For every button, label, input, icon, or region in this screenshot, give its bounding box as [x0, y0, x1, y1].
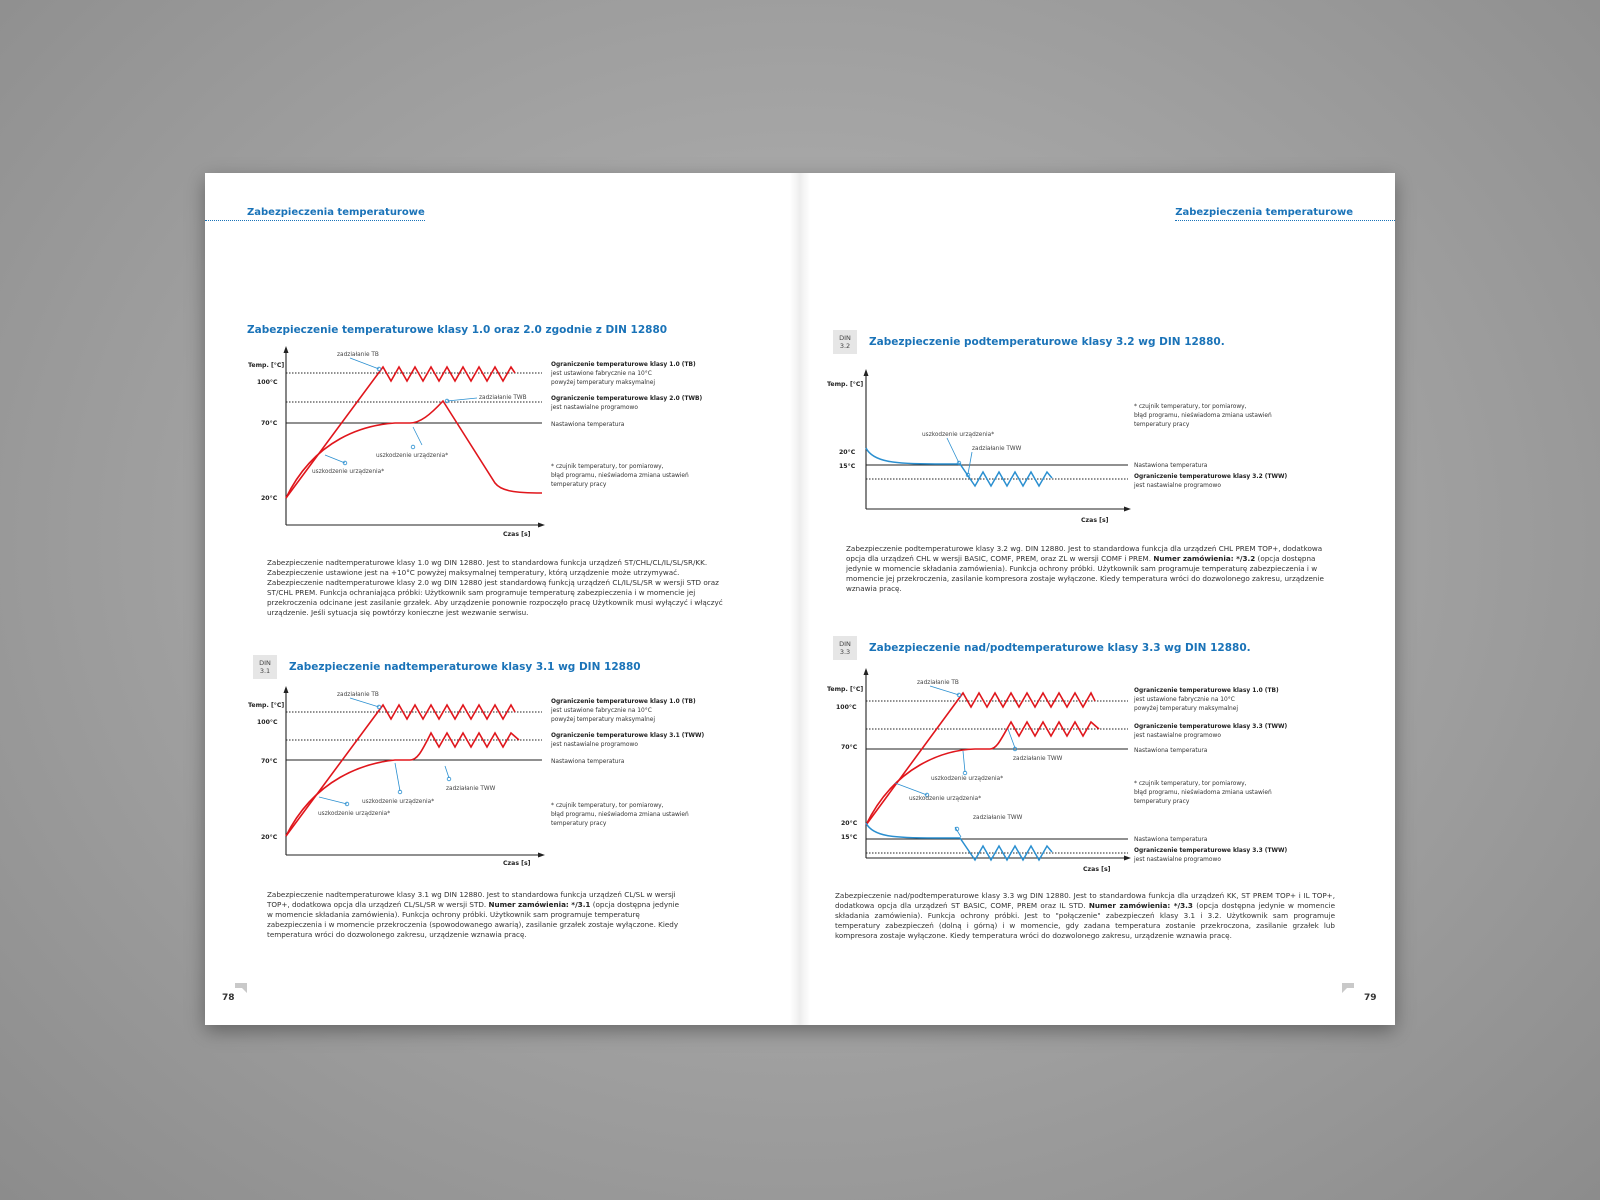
tick-label: 20°C — [841, 820, 858, 827]
y-axis-arrow — [284, 686, 289, 693]
annotation: zadziałanie TWW — [446, 786, 496, 792]
legend-text: Nastawiona temperatura — [1134, 837, 1208, 843]
para-text: (opcja dostępna jedynie w momencie składania zamówienia). Funkcja ochrony próbki. Użytkownik sam programuje temperaturę zabezpieczenia i w momencie przekroczenia (spowodowanego awarią), zasilanie grzałek zostaje wyłączone. Kiedy temperatura wróci do dozwolonego zakresu, urządzenie wznawia pracę. — [267, 900, 680, 939]
legend-text: powyżej temperatury maksymalnej — [1134, 706, 1239, 712]
annotation: uszkodzenie urządzenia* — [312, 469, 385, 475]
y-axis-arrow — [864, 668, 869, 675]
footnote: błąd programu, nieświadoma zmiana ustawień — [551, 812, 689, 818]
tick-label: 20°C — [261, 495, 278, 502]
tick-label: 100°C — [257, 379, 278, 386]
page-number: 78 — [222, 993, 235, 1003]
temp-curve-failure-tww — [286, 733, 519, 836]
legend-bold: Ograniczenie temperaturowe klasy 3.3 (TWW) — [1134, 848, 1288, 854]
x-axis-label: Czas [s] — [1083, 866, 1111, 873]
section-title: Zabezpieczenie nadtemperaturowe klasy 3.1 wg DIN 12880 — [289, 661, 641, 673]
temp-curve-failure — [866, 448, 1052, 486]
legend-text: powyżej temperatury maksymalnej — [551, 380, 656, 386]
legend-bold: Ograniczenie temperaturowe klasy 3.2 (TWW) — [1134, 474, 1288, 480]
y-axis-arrow — [864, 369, 869, 376]
annotation-leader — [350, 698, 379, 707]
annotation-leader — [325, 455, 345, 463]
order-number: Numer zamówienia: */3.3 — [1088, 901, 1193, 910]
badge-top: DIN — [839, 640, 851, 648]
annotation-leader — [445, 766, 449, 778]
annotation: uszkodzenie urządzenia* — [922, 432, 995, 438]
annotation: zadziałanie TWW — [972, 446, 1022, 452]
annotation-leader — [968, 452, 972, 474]
temp-curve-failure-twb — [286, 401, 542, 498]
badge-bottom: 3.2 — [839, 342, 851, 350]
legend-text: jest ustawione fabrycznie na 10°C — [551, 708, 652, 714]
legend-bold: Ograniczenie temperaturowe klasy 2.0 (TWB) — [551, 396, 703, 402]
tick-label: 100°C — [257, 719, 278, 726]
annotation-leader — [319, 797, 347, 804]
legend-text: jest ustawione fabrycznie na 10°C — [1134, 697, 1235, 703]
y-axis-label: Temp. [°C] — [248, 702, 285, 709]
annotation: zadziałanie TB — [337, 692, 379, 698]
tick-label: 20°C — [839, 449, 856, 456]
body-paragraph: Zabezpieczenie nadtemperaturowe klasy 1.0 wg DIN 12880. Jest to standardowa funkcja urządzeń ST/CHL/CL/IL/SL/SR/KK. Zabezpieczenie ustawione jest na +10°C powyżej maksymalnej temperatury, którą urządzenie może utrzymywać. Zabezpieczenie nadtemperaturowe klasy 2.0 wg DIN 12880 jest standardową funkcją urządzeń CL/IL/SL/SR w wersji STD oraz ST/CHL PREM. Funkcja ochraniająca próbki: Użytkownik sam programuje temperaturę zabezpieczenia i w momencie jej przekroczenia odcinane jest zasilanie grzałek. Aby urządzenie ponownie rozpoczęło pracę Użytkownik musi wyłączyć i włączyć urządzenie. Jeśli sytuacja się powtórzy konieczne jest wezwanie serwisu. — [267, 558, 723, 617]
y-axis-label: Temp. [°C] — [827, 381, 864, 388]
annotation: zadziałanie TWB — [479, 395, 527, 401]
tick-label: 15°C — [839, 463, 856, 470]
annotation: zadziałanie TB — [917, 680, 959, 686]
din-badge — [833, 636, 857, 660]
annotation: uszkodzenie urządzenia* — [362, 799, 435, 805]
tick-label: 100°C — [836, 704, 857, 711]
para-text: Zabezpieczenie nadtemperaturowe klasy 3.1 wg DIN 12880. Jest to standardowa funkcja urządzeń CL/SL w wersji TOP+, dodatkowa opcja dla urządzeń CL/SL/SR w wersji STD. — [267, 890, 676, 909]
footnote: błąd programu, nieświadoma zmiana ustawień — [1134, 413, 1272, 419]
legend-text: jest nastawialne programowo — [551, 742, 638, 748]
temp-curve-failure-tww-upper — [866, 722, 1099, 825]
annotation-leader — [447, 398, 477, 401]
x-axis-arrow — [538, 853, 545, 858]
y-axis-arrow — [284, 346, 289, 353]
annotation-leader — [930, 686, 959, 695]
annotation-leader — [350, 358, 379, 369]
corner-mark-icon — [1340, 981, 1356, 995]
running-head: Zabezpieczenia temperaturowe — [1175, 207, 1395, 221]
annotation: zadziałanie TWW — [1013, 756, 1063, 762]
body-paragraph — [846, 544, 1336, 594]
para-text: (opcja dostępna jedynie w momencie składania zamówienia). Funkcja ochrony próbki. Użytkownik sam programuje temperaturę zabezpieczenia i w momencie jej przekroczenia, zasilanie kompresora zostaje wyłączone. Kiedy temperatura wróci do dozwolonego zakresu, urządzenie wznawia pracę. — [846, 554, 1324, 593]
legend-text: jest nastawialne programowo — [551, 405, 638, 411]
annotation: uszkodzenie urządzenia* — [376, 453, 449, 459]
footnote: temperatury pracy — [1134, 799, 1190, 805]
footnote: * czujnik temperatury, tor pomiarowy, — [1134, 404, 1247, 410]
footnote: * czujnik temperatury, tor pomiarowy, — [1134, 781, 1247, 787]
annotation: zadziałanie TB — [337, 352, 379, 358]
legend-text: jest nastawialne programowo — [1134, 483, 1221, 489]
badge-top: DIN — [839, 334, 851, 342]
x-axis-arrow — [1124, 856, 1131, 861]
legend-text: Nastawiona temperatura — [1134, 463, 1208, 469]
legend-text: jest nastawialne programowo — [1134, 857, 1221, 863]
x-axis-label: Czas [s] — [1081, 517, 1109, 524]
annotation-leader — [963, 751, 965, 772]
left-page — [205, 173, 800, 1025]
badge-top: DIN — [259, 659, 271, 667]
din-badge — [833, 330, 857, 354]
x-axis-label: Czas [s] — [503, 531, 531, 538]
x-axis-arrow — [538, 523, 545, 528]
annotation-leader — [947, 438, 959, 463]
annotation-leader — [1008, 729, 1015, 748]
legend-bold: Ograniczenie temperaturowe klasy 1.0 (TB) — [1134, 688, 1279, 694]
annotation: uszkodzenie urządzenia* — [318, 811, 391, 817]
temp-curve-failure-tb — [286, 367, 515, 498]
tick-label: 70°C — [841, 744, 858, 751]
footnote: błąd programu, nieświadoma zmiana ustawień — [551, 473, 689, 479]
badge-bottom: 3.3 — [839, 648, 851, 656]
legend-text: Nastawiona temperatura — [551, 422, 625, 428]
annotation-leader — [895, 783, 927, 795]
footnote: * czujnik temperatury, tor pomiarowy, — [551, 803, 664, 809]
footnote: błąd programu, nieświadoma zmiana ustawień — [1134, 790, 1272, 796]
running-head: Zabezpieczenia temperaturowe — [205, 207, 425, 221]
annotation: zadziałanie TWW — [973, 815, 1023, 821]
tick-label: 70°C — [261, 420, 278, 427]
section-title: Zabezpieczenie podtemperaturowe klasy 3.2 wg DIN 12880. — [869, 336, 1225, 348]
legend-bold: Ograniczenie temperaturowe klasy 1.0 (TB) — [551, 699, 696, 705]
din-badge — [253, 655, 277, 679]
legend-text: Nastawiona temperatura — [1134, 748, 1208, 754]
page-number: 79 — [1364, 993, 1377, 1003]
chart-class-3-2 — [825, 366, 1305, 536]
legend-text: powyżej temperatury maksymalnej — [551, 717, 656, 723]
section-title: Zabezpieczenie temperaturowe klasy 1.0 oraz 2.0 zgodnie z DIN 12880 — [247, 324, 668, 336]
para-text: Zabezpieczenie nad/podtemperaturowe klasy 3.3 wg DIN 12880. Jest to standardowa funkcja dla urządzeń KK, ST PREM TOP+ i IL TOP+, dodatkowa opcja dla urządzeń ST BASIC, COMF, PREM oraz IL STD. — [835, 891, 1335, 910]
annotation: uszkodzenie urządzenia* — [909, 796, 982, 802]
legend-text: jest ustawione fabrycznie na 10°C — [551, 371, 652, 377]
footnote: temperatury pracy — [551, 482, 607, 488]
para-text: (opcja dostępna jedynie w momencie składania zamówienia). Funkcja ochrony próbki. Jest to "połączenie" zabezpieczeń klasy 3.1 i 3.2. Użytkownik sam programuje temperatury zabezpieczeń (dolną i górną) i w momencie, gdy zadana temperatura zostanie przekroczona, zasilanie grzałek lub kompresora zostaje wyłączone. Kiedy temperatura wróci do dozwolonego zakresu, urządzenie wznawia pracę. — [835, 901, 1335, 940]
body-paragraph — [835, 891, 1335, 941]
chart-class-3-1 — [245, 683, 705, 883]
footnote: * czujnik temperatury, tor pomiarowy, — [551, 464, 664, 470]
legend-bold: Ograniczenie temperaturowe klasy 1.0 (TB) — [551, 362, 696, 368]
legend-bold: Ograniczenie temperaturowe klasy 3.3 (TWW) — [1134, 724, 1288, 730]
tick-label: 15°C — [841, 834, 858, 841]
legend-text: Nastawiona temperatura — [551, 759, 625, 765]
y-axis-label: Temp. [°C] — [827, 686, 864, 693]
tick-label: 70°C — [261, 758, 278, 765]
section-title: Zabezpieczenie nad/podtemperaturowe klasy 3.3 wg DIN 12880. — [869, 642, 1251, 654]
footnote: temperatury pracy — [551, 821, 607, 827]
para-text: Zabezpieczenie podtemperaturowe klasy 3.2 wg. DIN 12880. Jest to standardowa funkcja dla urządzeń CHL PREM TOP+, dodatkowa opcja dla urządzeń CHL w wersji BASIC, COMF, PREM, oraz ZL w wersji COMF i PREM. — [846, 544, 1323, 563]
body-paragraph — [267, 890, 687, 940]
badge-bottom: 3.1 — [259, 667, 271, 675]
chart-class-1-2 — [245, 343, 705, 543]
annotation: uszkodzenie urządzenia* — [931, 776, 1004, 782]
right-page — [800, 173, 1395, 1025]
annotation-leader — [395, 763, 400, 791]
order-number: Numer zamówienia: */3.2 — [1153, 554, 1256, 563]
annotation-dot — [411, 445, 415, 449]
x-axis-label: Czas [s] — [503, 860, 531, 867]
chart-class-3-3 — [825, 665, 1305, 885]
corner-mark-icon — [233, 981, 249, 995]
footnote: temperatury pracy — [1134, 422, 1190, 428]
order-number: Numer zamówienia: */3.1 — [488, 900, 591, 909]
annotation-leader — [413, 427, 422, 445]
tick-label: 20°C — [261, 834, 278, 841]
brochure-spread — [205, 173, 1395, 1025]
y-axis-label: Temp. [°C] — [248, 362, 285, 369]
x-axis-arrow — [1124, 507, 1131, 512]
annotation-leader — [955, 827, 961, 837]
legend-text: jest nastawialne programowo — [1134, 733, 1221, 739]
legend-bold: Ograniczenie temperaturowe klasy 3.1 (TWW) — [551, 733, 705, 739]
